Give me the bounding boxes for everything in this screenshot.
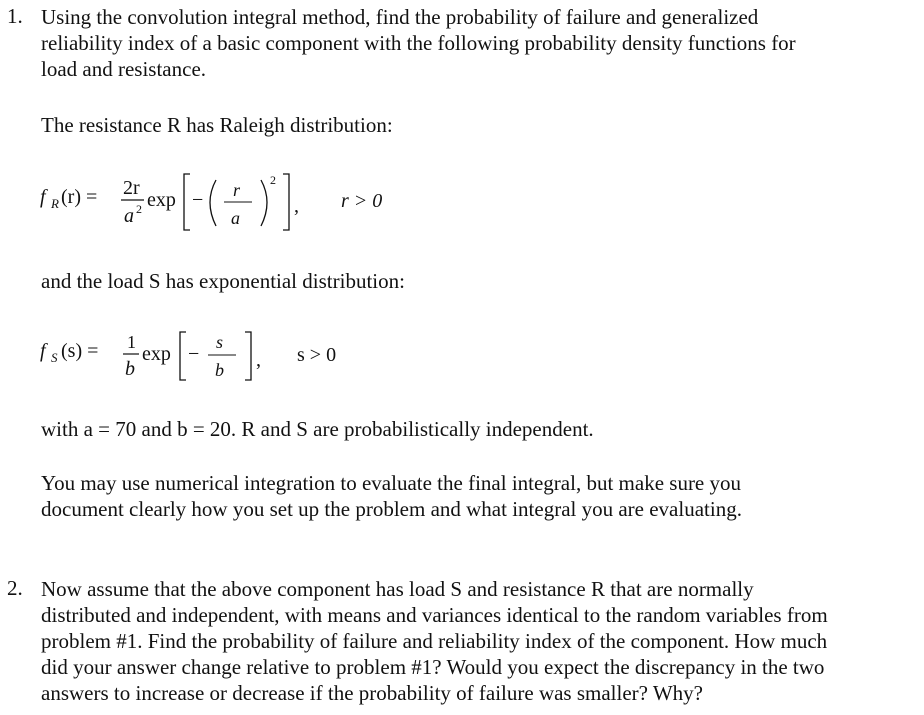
load-intro: and the load S has exponential distribution: bbox=[41, 269, 405, 293]
eq-s-condition: s > 0 bbox=[297, 344, 337, 366]
eq-r-exp: exp bbox=[147, 189, 176, 211]
resistance-equation-svg bbox=[40, 160, 460, 240]
eq-s-comma: , bbox=[256, 349, 261, 371]
eq-r-lhs-arg: (r) = bbox=[61, 186, 98, 208]
eq-s-lhs: f bbox=[40, 340, 46, 362]
eq-r-minus: − bbox=[192, 189, 204, 211]
problem-2-line: problem #1. Find the probability of failure and reliability index of the component. How much bbox=[41, 629, 828, 653]
eq-r-inner-num: r bbox=[233, 180, 241, 200]
problem-1-note-line: You may use numerical integration to evaluate the final integral, but make sure you bbox=[41, 471, 742, 495]
problem-2-line: distributed and independent, with means and variances identical to the random variables from bbox=[41, 603, 828, 627]
eq-r-lhs: f bbox=[40, 186, 46, 208]
problem-1-intro-line: Using the convolution integral method, find the probability of failure and generalized bbox=[41, 5, 759, 29]
problem-2-line: Now assume that the above component has load S and resistance R that are normally bbox=[41, 577, 754, 601]
eq-r-num: 2r bbox=[123, 177, 140, 199]
problem-2-line: answers to increase or decrease if the probability of failure was smaller? Why? bbox=[41, 681, 704, 705]
eq-s-minus: − bbox=[188, 343, 200, 365]
problem-2-number: 2. bbox=[7, 576, 23, 600]
problem-2-text bbox=[41, 576, 919, 706]
resistance-intro: The resistance R has Raleigh distribution: bbox=[41, 113, 393, 137]
load-equation bbox=[40, 320, 460, 390]
problem-1-intro bbox=[41, 4, 919, 82]
eq-r-inner-den: a bbox=[231, 208, 240, 228]
eq-s-num: 1 bbox=[127, 332, 136, 352]
resistance-equation bbox=[40, 160, 460, 240]
eq-r-den: a bbox=[124, 205, 134, 227]
problem-1-intro-line: reliability index of a basic component with the following probability density functions for bbox=[41, 31, 796, 55]
eq-r-power: 2 bbox=[270, 173, 276, 187]
problem-1-note bbox=[41, 470, 919, 522]
eq-s-exp: exp bbox=[142, 343, 171, 365]
eq-r-comma: , bbox=[294, 195, 299, 217]
eq-s-den: b bbox=[125, 358, 135, 380]
eq-s-inner-den: b bbox=[215, 360, 224, 380]
problem-1-note-line: document clearly how you set up the problem and what integral you are evaluating. bbox=[41, 497, 742, 521]
eq-r-lhs-sub: R bbox=[51, 196, 59, 211]
eq-s-inner-num: s bbox=[216, 332, 224, 352]
eq-r-den-sup: 2 bbox=[136, 202, 142, 216]
eq-s-lhs-arg: (s) = bbox=[61, 340, 99, 362]
problem-1-intro-line: load and resistance. bbox=[41, 57, 207, 81]
params-line: with a = 70 and b = 20. R and S are probabilistically independent. bbox=[41, 417, 594, 441]
problem-2-line: did your answer change relative to problem #1? Would you expect the discrepancy in the two bbox=[41, 655, 825, 679]
eq-r-condition: r > 0 bbox=[341, 190, 383, 212]
problem-1-number: 1. bbox=[7, 4, 23, 28]
eq-s-lhs-sub: S bbox=[51, 350, 58, 365]
load-equation-svg bbox=[40, 320, 460, 390]
